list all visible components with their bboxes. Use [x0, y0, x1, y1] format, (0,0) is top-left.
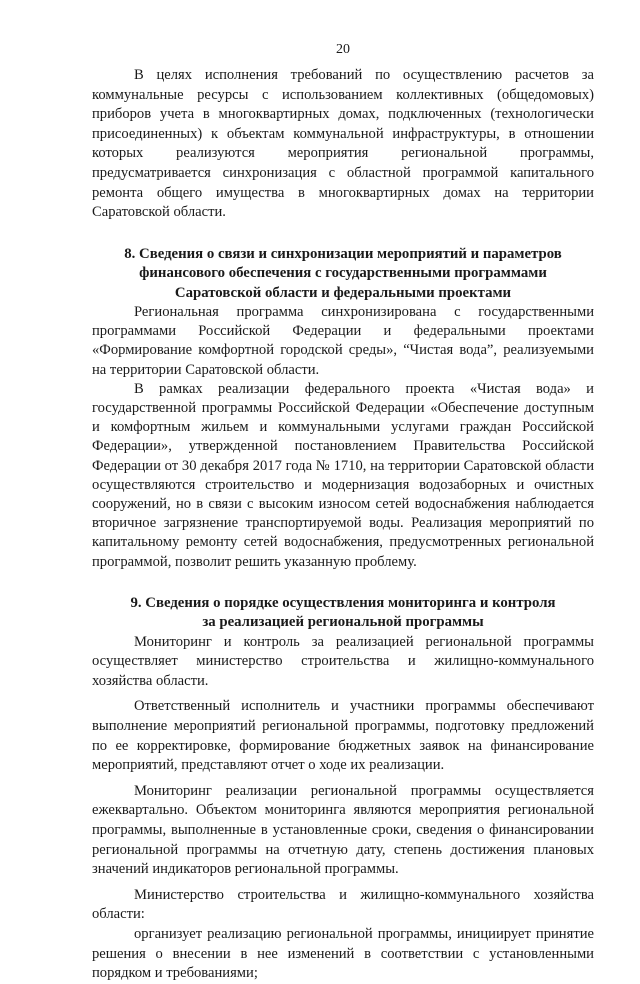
section-8-heading-line: финансового обеспечения с государственными программами [139, 265, 547, 282]
section-9-heading [92, 594, 594, 633]
section-9-paragraph: Мониторинг и контроль за реализацией региональной программы осуществляет министерство строительства и жилищно-коммунального хозяйства области. [92, 633, 594, 689]
section-9-heading-line: за реализацией региональной программы [202, 614, 484, 631]
section-9-paragraph: Мониторинг реализации региональной программы осуществляется ежеквартально. Объектом мониторинга являются мероприятия региональной программы, выполненные в установленные сроки, сведения о финансировании региональной программы на отчетную дату, степень достижения плановых значений индикаторов региональной программы. [92, 782, 594, 878]
section-8-heading [92, 245, 594, 303]
section-9-heading-line: 9. Сведения о порядке осуществления мониторинга и контроля [130, 594, 556, 611]
section-8-paragraph: Региональная программа синхронизирована с государственными программами Российской Федерации и федеральными проектами «Формирование комфортной городской среды», “Чистая вода”, реализуемыми на территории Саратовской области. [92, 303, 594, 378]
section-9-paragraph: Министерство строительства и жилищно-коммунального хозяйства области: [92, 886, 594, 923]
section-8-heading-line: Саратовской области и федеральными проектами [174, 284, 512, 301]
intro-paragraph: В целях исполнения требований по осуществлению расчетов за коммунальные ресурсы с использованием коллективных (общедомовых) приборов учета в многоквартирных домах, подключенных (технологически присоединенных) к объектам коммунальной инфраструктуры, в отношении которых реализуются мероприятия региональной программы, предусматривается синхронизация с областной программой капитального ремонта общего имущества в многоквартирных домах на территории Саратовской области. [92, 67, 594, 221]
section-8-paragraph: В рамках реализации федерального проекта «Чистая вода» и государственной программы Российской Федерации «Обеспечение доступным и комфортным жильем и коммунальными услугами граждан Российской Федерации», утвержденной постановлением Правительства Российской Федерации от 30 декабря 2017 года № 1710, на территории Саратовской области осуществляются строительство и модернизация водозаборных и очистных сооружений, но в связи с высоким износом сетей водоснабжения наблюдается вторичное загрязнение транспортируемой воды. Реализация мероприятий по капитальному ремонту сетей водоснабжения, предусмотренных региональной программой, позволит решить указанную проблему. [92, 380, 594, 570]
page-number: 20 [336, 42, 350, 57]
section-9-paragraph: организует реализацию региональной программы, инициирует принятие решения о внесении в нее изменений в соответствии с установленными порядком и требованиями; [92, 925, 594, 982]
section-9-paragraph: Ответственный исполнитель и участники программы обеспечивают выполнение мероприятий региональной программы, подготовку предложений по ее корректировке, формирование бюджетных заявок на финансирование мероприятий, представляют отчет о ходе их реализации. [92, 698, 594, 774]
section-8-heading-line: 8. Сведения о связи и синхронизации мероприятий и параметров [124, 245, 562, 262]
